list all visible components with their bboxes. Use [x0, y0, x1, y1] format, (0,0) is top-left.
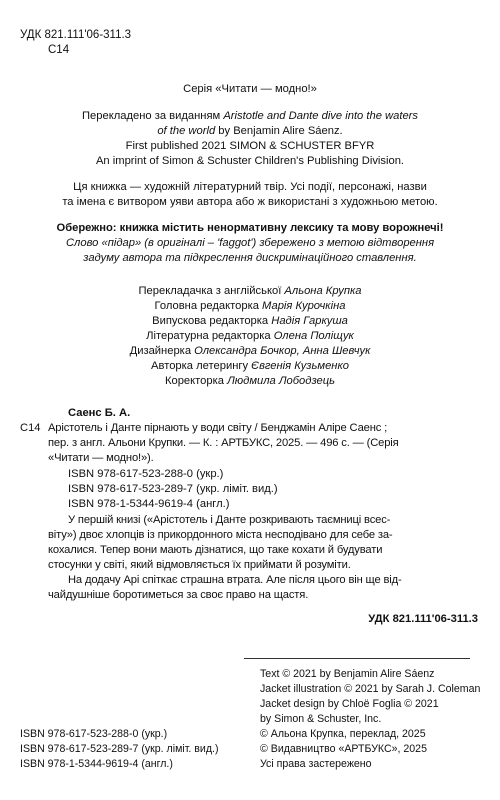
- annotation-line5: На додачу Арі спіткає страшна втрата. Але після цього він ще від-: [68, 574, 402, 586]
- catalog-code: С14: [20, 422, 41, 434]
- credit-proofreader: Коректорка Людмила Лободзець: [164, 375, 336, 387]
- original-title-part2: of the world: [157, 125, 216, 137]
- catalog-isbn-eng: ISBN 978-1-5344-9619-4 (англ.): [68, 498, 230, 510]
- bottom-isbn-ukr: ISBN 978-617-523-288-0 (укр.): [20, 728, 168, 740]
- credit-lettering: Авторка летерингу Євгенія Кузьменко: [151, 360, 349, 372]
- copyright-jacket-design: Jacket design by Chloë Foglia © 2021: [260, 698, 439, 710]
- first-published: First published 2021 SIMON & SCHUSTER BFYR: [125, 140, 375, 152]
- catalog-udk: УДК 821.111'06-311.3: [368, 613, 478, 625]
- translated-from-line2: [0, 124, 500, 138]
- credit-literary-editor: Літературна редакторка Олена Поліщук: [146, 330, 354, 342]
- warning-line2: Слово «підар» (в оригіналі – 'faggot') збережено з метою відтворення: [65, 237, 435, 249]
- bottom-isbn-eng: ISBN 978-1-5344-9619-4 (англ.): [20, 758, 173, 770]
- content-warning: Обережно: книжка містить ненормативну лексику та мову ворожнечі!: [56, 222, 444, 234]
- translated-from-prefix: Перекладено за виданням: [81, 110, 224, 122]
- credit-chief-editor: Головна редакторка Марія Курочкіна: [154, 300, 346, 312]
- translated-from-line1: [0, 109, 500, 123]
- original-title-part1: Aristotle and Dante dive into the waters: [223, 110, 418, 122]
- header-code: С14: [48, 44, 70, 56]
- catalog-desc-line1: Арістотель і Данте пірнають у води світу / Бенджамін Аліре Саенс ;: [48, 422, 388, 434]
- fiction-notice-line2: та імена є витвором уяви автора або ж використані з художньою метою.: [62, 196, 438, 208]
- copyright-jacket-illustration: Jacket illustration © 2021 by Sarah J. Coleman: [260, 683, 481, 695]
- copyright-publisher: by Simon & Schuster, Inc.: [260, 713, 382, 725]
- annotation-line2: віту») двоє хлопців із прикордонного міста несподівано для себе за-: [48, 529, 393, 541]
- header-udk: УДК 821.111'06-311.3: [20, 29, 132, 41]
- imprint-note: An imprint of Simon & Schuster Children's Publishing Division.: [95, 155, 405, 167]
- copyright-artbooks: © Видавництво «АРТБУКС», 2025: [260, 743, 427, 755]
- bottom-isbn-ukr-limited: ISBN 978-617-523-289-7 (укр. ліміт. вид.): [20, 743, 219, 755]
- series-title: Серія «Читати — модно!»: [183, 83, 317, 95]
- credit-managing-editor: Випускова редакторка Надія Гаркуша: [152, 315, 348, 327]
- annotation-line4: стосунки у світі, який відмовляється їх приймати й розуміти.: [48, 559, 351, 571]
- catalog-desc-line2: пер. з англ. Альони Крупки. — К. : АРТБУКС, 2025. — 496 с. — (Серія: [48, 437, 399, 449]
- catalog-isbn-ukr-limited: ISBN 978-617-523-289-7 (укр. ліміт. вид.): [68, 483, 278, 495]
- catalog-author: Саенс Б. А.: [68, 407, 131, 419]
- annotation-line3: кохалися. Тепер вони мають дізнатися, що таке кохати й будувати: [48, 544, 383, 556]
- catalog-isbn-ukr: ISBN 978-617-523-288-0 (укр.): [68, 468, 224, 480]
- credit-designer: Дизайнерка Олександра Бочкор, Анна Шевчук: [129, 345, 371, 357]
- fiction-notice-line1: Ця книжка — художній літературний твір. Усі події, персонажі, назви: [73, 181, 427, 193]
- copyright-text: Text © 2021 by Benjamin Alire Sáenz: [260, 668, 435, 680]
- rights-reserved: Усі права застережено: [260, 758, 372, 770]
- warning-line3: задуму автора та підкреслення дискримінаційного ставлення.: [83, 252, 417, 264]
- copyright-divider: [244, 658, 470, 659]
- copyright-translation: © Альона Крупка, переклад, 2025: [260, 728, 426, 740]
- annotation-line6: чайдушніше боротиметься за своє право на щастя.: [48, 589, 309, 601]
- catalog-desc-line3: «Читати — модно!»).: [48, 452, 154, 464]
- original-author: by Benjamin Alire Sáenz.: [215, 125, 343, 137]
- credit-translator: Перекладачка з англійської Альона Крупка: [138, 285, 362, 297]
- annotation-line1: У першій книзі («Арістотель і Данте розкривають таємниці всес-: [68, 514, 391, 526]
